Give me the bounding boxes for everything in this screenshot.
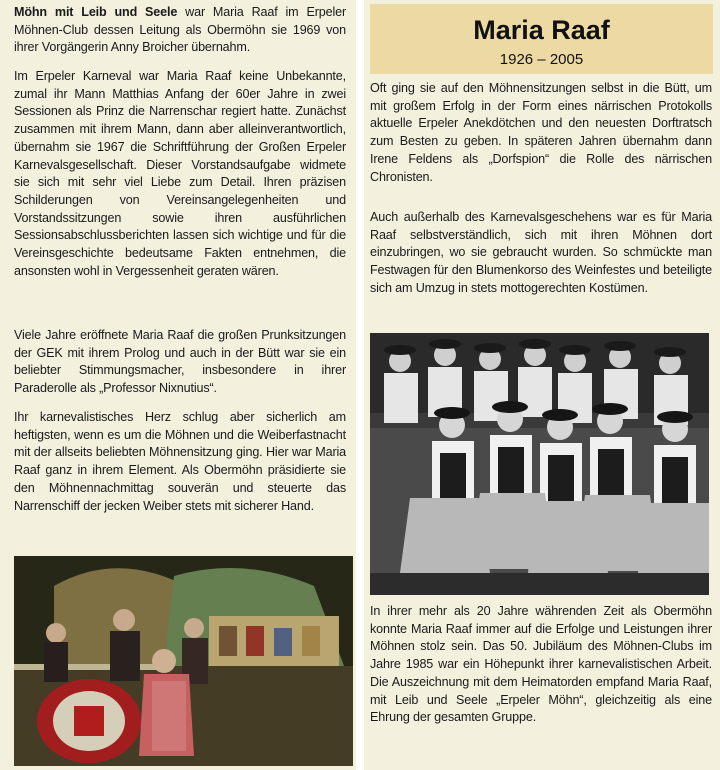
stage-photo xyxy=(14,556,353,766)
group-photo xyxy=(370,333,709,595)
paragraph-buett: Oft ging sie auf den Möhnensitzungen selbst in die Bütt, um mit großem Erfolg in der Form eines närrischen Protokolls aktuelle Erpeler Anekdötchen und den neuesten Dorftratsch zum Besten zu geben. In späteren Jahren übernahm dann Irene Feldens als „Dorfspion“ die Rolle des närrischen Chronisten. xyxy=(370,81,712,184)
left-column xyxy=(0,0,356,770)
person-name-title: Maria Raaf xyxy=(473,15,610,45)
paragraph-outside-carnival: Auch außerhalb des Karnevalsgeschehens war es für Maria Raaf selbstverständlich, sich mit ihren Möhnen dort einzubringen, wo sie gebraucht wurden. So schmückte man Festwagen für den Blumenkorso des Weinfestes und beteiligte sich am Umzug in stets mottogerechten Kostümen. xyxy=(370,210,712,295)
paragraph-intro xyxy=(14,4,346,57)
title-box xyxy=(370,4,713,74)
paragraph-prolog: Viele Jahre eröffnete Maria Raaf die großen Prunksitzungen der GEK mit ihrem Prolog und auch in der Bütt war sie ein beliebter Stimmungsmacher, insbesondere in ihrer Paraderolle als „Professor Nixnutius“. xyxy=(14,328,346,396)
paragraph-heart: Ihr karnevalistisches Herz schlug aber sicherlich am heftigsten, wenn es um die Möhnen und die Weiberfastnacht mit der allseits beliebten Möhnensitzung ging. Hier war Maria Raaf ganz in ihrem Element. Als Obermöhn präsidierte sie den Möhnennachmittag souverän und steuerte das Narrenschiff der jecken Weiber stets mit sicherer Hand. xyxy=(14,410,346,513)
intro-lead: Möhn mit Leib und Seele xyxy=(14,5,178,19)
paragraph-carnival: Im Erpeler Karneval war Maria Raaf keine Unbekannte, zumal ihr Mann Matthias Anfang der 60er Jahre in zwei Sessionen als Prinz die Narrenschar regiert hatte. Zunächst zusammen mit ihrem Mann, dann aber alleinverantwortlich, übernahm sie 1967 die Schriftführung der Großen Erpeler Karnevalsgesellschaft. Dieser Vorstandsaufgabe widmete sie sich mit sehr viel Liebe zum Detail. Ihren präzisen Schilderungen von Vereinsangelegenheiten und Vorstandssitzungen sowie ihren ausführlichen Sessionsabschlussberichten lassen sich wichtige und für die Vereinsgeschichte bedeutsame Fakten entnehmen, die ansonsten wohl in Vergessenheit geraten wären. xyxy=(14,69,346,278)
life-years: 1926 – 2005 xyxy=(499,51,584,68)
paragraph-jubilee: In ihrer mehr als 20 Jahre währenden Zeit als Obermöhn konnte Maria Raaf immer auf die Erfolge und Leistungen ihrer Möhnen stolz sein. Das 50. Jubiläum des Möhnen-Clubs im Jahre 1985 war ein Höhepunkt ihrer karnevalistischen Arbeit. Die Auszeichnung mit dem Heimatorden empfand Maria Raaf, mit Leib und Seele „Erpeler Möhn“, gleichzeitig als eine Ehrung der gesamten Gruppe. xyxy=(370,604,712,725)
intro-text: war Maria Raaf im Erpeler Möhnen-Club dessen Leitung als Obermöhn sie 1969 von ihrer Vorgängerin Anny Broicher übernahm. xyxy=(14,5,346,55)
